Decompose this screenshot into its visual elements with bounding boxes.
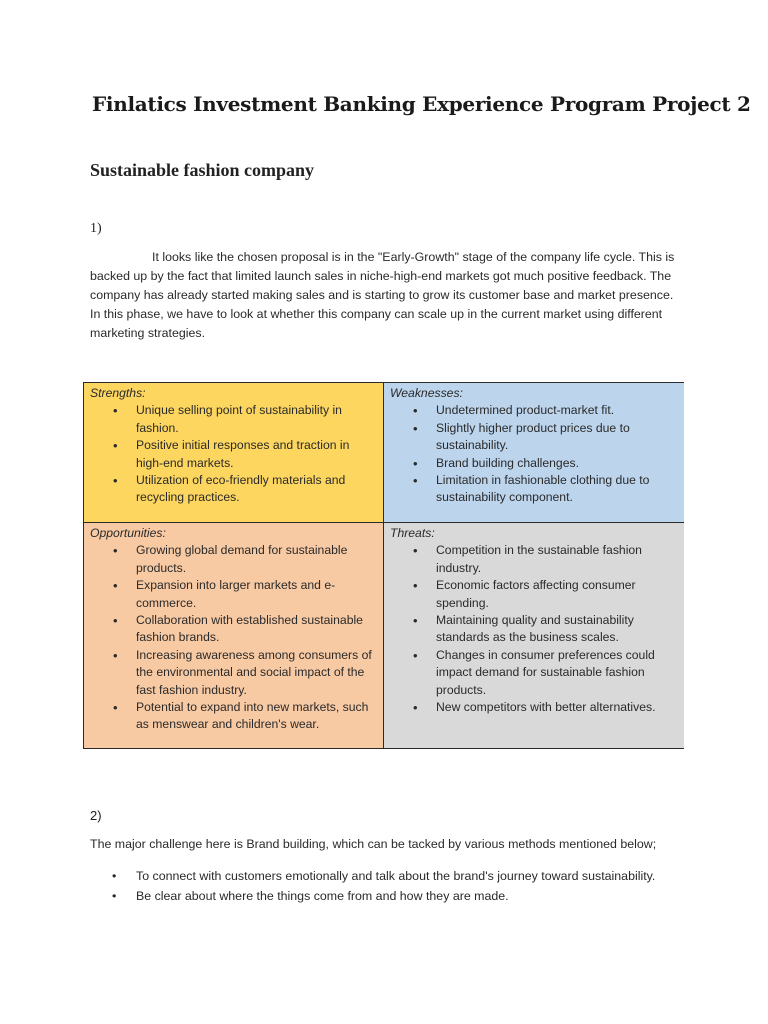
opportunities-heading: Opportunities:	[90, 526, 166, 540]
weaknesses-list	[390, 402, 678, 506]
strengths-list	[90, 402, 377, 506]
list-item: • Unique selling point of sustainability in fashion.	[136, 402, 377, 437]
list-item: • Growing global demand for sustainable products.	[136, 542, 377, 577]
list-item: • Economic factors affecting consumer spending.	[436, 577, 678, 612]
list-item: • Limitation in fashionable clothing due to sustainability component.	[436, 472, 678, 507]
section-1-paragraph: It looks like the chosen proposal is in the "Early-Growth" stage of the company life cycle. This is backed up by the fact that limited launch sales in niche-high-end markets got much positive feedback. The company has already started making sales and is starting to grow its customer base and market presence. In this phase, we have to look at whether this company can scale up in the current market using different marketing strategies.	[90, 250, 675, 340]
opportunities-list	[90, 542, 377, 733]
threats-heading: Threats:	[390, 526, 435, 540]
list-item: • New competitors with better alternatives.	[436, 699, 678, 716]
list-item: • Potential to expand into new markets, such as menswear and children's wear.	[136, 699, 377, 734]
weaknesses-heading: Weaknesses:	[390, 386, 463, 400]
swot-strengths-cell	[84, 383, 384, 523]
list-item: • Slightly higher product prices due to sustainability.	[436, 420, 678, 455]
section-2-label: 2)	[90, 808, 102, 823]
threats-list	[390, 542, 678, 716]
swot-table	[83, 382, 684, 749]
section-2-list	[90, 866, 756, 906]
list-item: • Undetermined product-market fit.	[436, 402, 678, 419]
list-item: • To connect with customers emotionally and talk about the brand's journey toward sustainability.	[136, 866, 756, 886]
swot-threats-cell	[384, 523, 684, 748]
list-item: • Be clear about where the things come from and how they are made.	[136, 886, 756, 906]
document-subtitle: Sustainable fashion company	[90, 160, 315, 180]
list-item: • Collaboration with established sustainable fashion brands.	[136, 612, 377, 647]
section-1-label: 1)	[90, 221, 102, 236]
document-title: Finlatics Investment Banking Experience Program Project 2	[92, 92, 751, 116]
list-item: • Expansion into larger markets and e-commerce.	[136, 577, 377, 612]
list-item: • Brand building challenges.	[436, 455, 678, 472]
strengths-heading: Strengths:	[90, 386, 146, 400]
list-item: • Positive initial responses and traction in high-end markets.	[136, 437, 377, 472]
list-item: • Competition in the sustainable fashion industry.	[436, 542, 678, 577]
list-item: • Changes in consumer preferences could impact demand for sustainable fashion products.	[436, 647, 678, 699]
list-item: • Maintaining quality and sustainability standards as the business scales.	[436, 612, 678, 647]
list-item: • Increasing awareness among consumers of the environmental and social impact of the fast fashion industry.	[136, 647, 377, 699]
swot-opportunities-cell	[84, 523, 384, 748]
section-2-intro: The major challenge here is Brand building, which can be tacked by various methods mentioned below;	[90, 837, 657, 851]
swot-weaknesses-cell	[384, 383, 684, 523]
list-item: • Utilization of eco-friendly materials and recycling practices.	[136, 472, 377, 507]
